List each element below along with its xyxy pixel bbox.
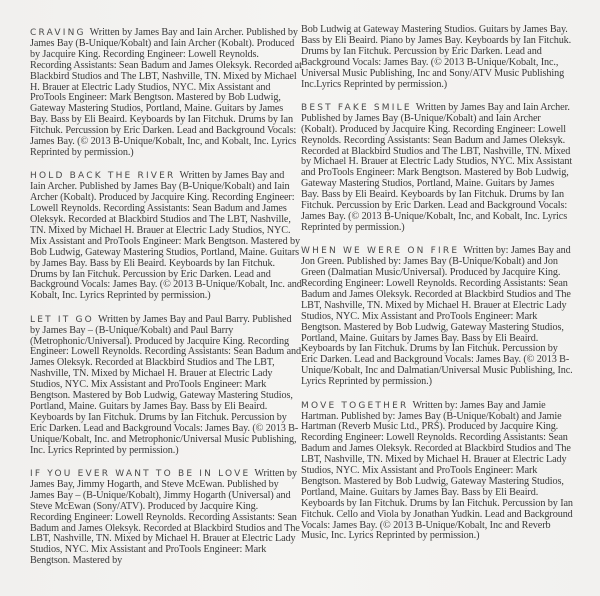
credit-text: Bob Ludwig at Gateway Mastering Studios. Guitars by James Bay. Bass by Eli Beaird. Piano by James Bay. Keyboards by Ian Fitchuk. Drums by Ian Fitchuk. Percussion by Eric Darken. Lead and Background Vocals: James Bay. (© 2013 B-Unique/Kobalt, Inc., Universal Music Publishing, Inc and Sony/ATV Music Publishing Inc.Lyrics Reprinted by permission.)	[301, 24, 572, 90]
credit-paragraph	[30, 469, 302, 567]
song-credit-continued	[301, 25, 573, 90]
credit-text: Written by James Bay, Jimmy Hogarth, and Steve McEwan. Published by James Bay – (B-Unique/Kobalt), Jimmy Hogarth (Universal) and Steve McEwan (Sony/ATV). Produced by Jacquire King. Recording Engineer: Lowell Reynolds. Recording Assistants: Sean Badum and James Oleksyk. Recorded at Blackbird Studios and The LBT, Nashville, TN. Mixed by Michael H. Brauer at Electric Lady Studios, NYC. Mix Assistant and ProTools Engineer: Mark Bengtson. Mastered by	[30, 468, 300, 567]
song-title: WHEN WE WERE ON FIRE	[301, 246, 460, 257]
credit-text: Written by: James Bay and Jon Green. Published by: James Bay (B-Unique/Kobalt) and Jon Green (Dalmatian Music/Universal). Produced by Jacquire King. Recording Engineer: Lowell Reynolds. Recording Assistants: Sean Badum and James Oleksyk. Recorded at Blackbird Studios and The LBT, Nashville, TN. Mixed by Michael H. Brauer at Electric Lady Studios, NYC. Mix Assistant and ProTools Engineer: Mark Bengtson. Mastered by Bob Ludwig, Gateway Mastering Studios, Portland, Maine. Guitars by James Bay. Bass by Eli Beaird. Keyboards by Ian Fitchuk. Drums by Ian Fitchuk. Percussion by Eric Darken. Lead and Background Vocals: James Bay. (© 2013 B-Unique/Kobalt, Inc and Dalmatian/Universal Music Publishing, Inc. Lyrics Reprinted by permission.)	[301, 245, 573, 388]
credit-text: Written by James Bay and Iain Archer. Published by James Bay (B-Unique/Kobalt) and Iain Archer (Kobalt). Produced by Jacquire King. Recording Engineer: Lowell Reynolds. Recording Assistants: Sean Badum and James Oleksyk. Recorded at Blackbird Studios and The LBT, Nashville, TN. Mixed by Michael H. Brauer at Electric Lady Studios, NYC. Mix Assistant and ProTools Engineer: Mark Bengtson. Mastered by Bob Ludwig, Gateway Mastering Studios, Portland, Maine. Guitars by James Bay. Bass by Eli Beaird. Keyboards by Ian Fitchuk. Drums by Ian Fitchuk. Percussion by Eric Darken. Lead and Background Vocals: James Bay. (© 2013 B-Unique/Kobalt, Inc. and Kobalt, Inc. Lyrics Reprinted by permission.)	[30, 170, 302, 302]
credit-paragraph	[30, 315, 302, 457]
left-column	[30, 28, 302, 580]
credit-paragraph	[301, 246, 573, 388]
song-title: HOLD BACK THE RIVER	[30, 171, 176, 182]
song-title: IF YOU EVER WANT TO BE IN LOVE	[30, 469, 251, 480]
song-title: BEST FAKE SMILE	[301, 102, 412, 113]
song-credit-move-together	[301, 401, 573, 543]
song-credit-best-fake-smile	[301, 103, 573, 234]
song-title: MOVE TOGETHER	[301, 400, 409, 411]
credit-paragraph	[30, 28, 302, 159]
song-title: LET IT GO	[30, 314, 94, 325]
song-credit-craving	[30, 28, 302, 159]
song-credit-if-you-ever-want-to-be-in-love	[30, 469, 302, 567]
credit-paragraph	[301, 401, 573, 543]
right-column	[301, 25, 573, 555]
song-credit-let-it-go	[30, 315, 302, 457]
credit-paragraph	[301, 25, 573, 90]
credit-text: Written by James Bay and Iain Archer. Published by James Bay (B-Unique/Kobalt) and Iain Archer (Kobalt). Produced by Jacquire King. Recording Engineer: Lowell Reynolds. Recording Assistants: Sean Badum and James Oleksyk. Recorded at Blackbird Studios and The LBT, Nashville, TN. Mixed by Michael H. Brauer at Electric Lady Studios, NYC. Mix Assistant and ProTools Engineer: Mark Bengtson. Mastered by Bob Ludwig, Gateway Mastering Studios, Portland, Maine. Guitars by James Bay. Bass by Eli Beaird. Keyboards by Ian Fitchuk. Drums by Ian Fitchuk. Percussion by Eric Darken. Lead and Background Vocals: James Bay. (© 2013 B-Unique/Kobalt, Inc, and Kobalt, Inc. Lyrics Reprinted by permission.)	[301, 101, 573, 233]
song-credit-when-we-were-on-fire	[301, 246, 573, 388]
credit-paragraph	[30, 171, 302, 302]
credit-paragraph	[301, 103, 573, 234]
song-title: CRAVING	[30, 28, 86, 38]
song-credit-hold-back-the-river	[30, 171, 302, 302]
credit-text: Written by: James Bay and Jamie Hartman. Published by: James Bay (B-Unique/Kobalt) and Jamie Hartman (Reverb Music Ltd., PRS). Produced by Jacquire King. Recording Engineer: Lowell Reynolds. Recording Assistants: Sean Badum and James Oleksyk. Recorded at Blackbird Studios and The LBT, Nashville, TN. Mixed by Michael H. Brauer at Electric Lady Studios, NYC. Mix Assistant and ProTools Engineer: Mark Bengtson. Mastered by Bob Ludwig, Gateway Mastering Studios, Portland, Maine. Guitars by James Bay. Bass by Eli Beaird. Keyboards by Ian Fitchuk. Drums by Ian Fitchuk. Percussion by Ian Fitchuk. Cello and Viola by Jonathan Yudkin. Lead and Background Vocals: James Bay. (© 2013 B-Unique/Kobalt, Inc and Reverb Music, Inc. Lyrics Reprinted by permission.)	[301, 399, 573, 542]
credit-text: Written by James Bay and Iain Archer. Published by James Bay (B-Unique/Kobalt) and Iain Archer (Kobalt). Produced by Jacquire King. Recording Engineer: Lowell Reynolds. Recording Assistants: Sean Badum and James Oleksyk. Recorded at Blackbird Studios and The LBT, Nashville, TN. Mixed by Michael H. Brauer at Electric Lady Studios, NYC. Mix Assistant and ProTools Engineer: Mark Bengtson. Mastered by Bob Ludwig, Gateway Mastering Studios, Portland, Maine. Guitars by James Bay. Bass by Eli Beaird. Keyboards by Ian Fitchuk. Drums by Ian Fitchuk. Percussion by Eric Darken. Lead and Background Vocals: James Bay. (© 2013 B-Unique/Kobalt, Inc, and Kobalt, Inc. Lyrics Reprinted by permission.)	[30, 27, 302, 158]
credit-text: Written by James Bay and Paul Barry. Published by James Bay – (B-Unique/Kobalt) and Paul Barry (Metrophonic/Universal). Produced by Jacquire King. Recording Engineer: Lowell Reynolds. Recording Assistants: Sean Badum and James Oleksyk. Recorded at Blackbird Studios and The LBT, Nashville, TN. Mixed by Michael H. Brauer at Electric Lady Studios, NYC. Mix Assistant and ProTools Engineer: Mark Bengtson. Mastered by Bob Ludwig, Gateway Mastering Studios, Portland, Maine. Guitars by James Bay. Bass by Eli Beaird. Keyboards by Ian Fitchuk. Drums by Ian Fitchuk. Percussion by Eric Darken. Lead and Background Vocals: James Bay. (© 2013 B-Unique/Kobalt, Inc. and Metrophonic/Universal Music Publishing, Inc. Lyrics Reprinted by permission.)	[30, 313, 301, 456]
